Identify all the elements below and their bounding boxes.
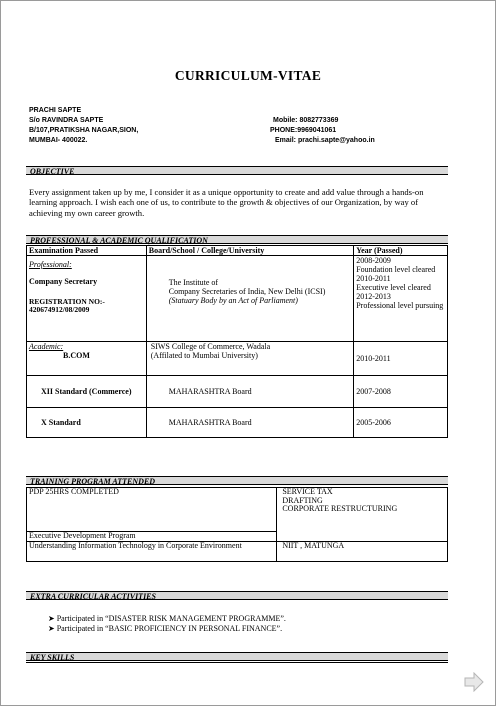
table-row [27, 256, 448, 342]
contact-right [270, 116, 375, 146]
contact-left [29, 106, 138, 146]
xii-exam-cell: XII Standard (Commerce) [27, 376, 147, 408]
board-line: The Institute of [168, 278, 219, 287]
training-edp: Executive Development Program [27, 532, 277, 542]
header-board: Board/School / College/University [146, 246, 353, 256]
table-row [27, 408, 448, 438]
training-niit: NIIT , MATUNGA [277, 541, 448, 561]
address-city: MUMBAI- 400022. [29, 137, 88, 144]
academic-exam-cell [27, 342, 147, 376]
academic-board-cell [146, 342, 353, 376]
mobile-number: Mobile: 8082773369 [273, 117, 339, 124]
table-header-row [27, 246, 448, 256]
arrow-bullet-icon: ➤ [48, 614, 55, 623]
year-line: 2008-2009 [356, 256, 391, 265]
training-pdp: PDP 25HRS COMPLETED [27, 488, 277, 532]
training-topic: DRAFTING [282, 495, 323, 505]
training-topic: CORPORATE RESTRUCTURING [282, 504, 398, 513]
professional-exam: Company Secretary [29, 277, 98, 286]
year-line: 2010-2011 [356, 274, 391, 283]
candidate-name: PRACHI SAPTE [29, 107, 82, 114]
header-exam: Examination Passed [27, 246, 147, 256]
training-topic: SERVICE TAX [282, 487, 333, 496]
academic-year-cell: 2010-2011 [354, 342, 448, 376]
section-qualification: PROFESSIONAL & ACADEMIC QUALIFICATION [26, 235, 448, 244]
training-topics [277, 488, 448, 542]
board-line: SIWS College of Commerce, Wadala [150, 342, 271, 351]
table-row [27, 488, 448, 532]
academic-exam: B.COM [63, 351, 90, 360]
table-row [27, 342, 448, 376]
professional-label: Professional: [29, 260, 72, 269]
table-row [27, 376, 448, 408]
parent-name: S/o RAVINDRA SAPTE [29, 117, 104, 124]
board-line: (Affilated to Mumbai University) [150, 351, 258, 360]
training-table [26, 487, 448, 562]
header-year: Year (Passed) [354, 246, 448, 256]
professional-board-cell [146, 256, 353, 342]
section-extra-curricular: EXTRA CURRICULAR ACTIVITIES [26, 591, 448, 600]
extra-list [48, 614, 286, 633]
list-item: ➤ Participated in “BASIC PROFICIENCY IN PERSONAL FINANCE”. [48, 623, 283, 633]
academic-label: Academic: [29, 342, 64, 351]
next-arrow-icon[interactable] [463, 672, 485, 692]
professional-year-cell [354, 256, 448, 342]
address-line: B/107,PRATIKSHA NAGAR,SION, [29, 127, 139, 134]
qualification-table [26, 245, 448, 438]
xii-board-cell: MAHARASHTRA Board [146, 376, 353, 408]
page-title: CURRICULUM-VITAE [174, 68, 322, 83]
x-board-cell: MAHARASHTRA Board [146, 408, 353, 438]
year-line: Professional level pursuing [356, 301, 444, 310]
section-key-skills: KEY SKILLS [26, 652, 448, 661]
email-address: Email: prachi.sapte@yahoo.in [275, 137, 375, 144]
year-line: Executive level cleared [356, 283, 431, 292]
x-year-cell: 2005-2006 [354, 408, 448, 438]
professional-exam-cell [27, 256, 147, 342]
objective-text: Every assignment taken up by me, I consider it as a unique opportunity to create and add value through a hands-on learning approach. I wish each one of us, to contribute to the growth & objectives of our Organization, by way of achieving my own career growth. [29, 187, 424, 218]
registration-number: REGISTRATION NO:- 420674912/08/2009 [29, 297, 105, 314]
training-it: Understanding Information Technology in Corporate Environment [27, 541, 277, 561]
board-note: (Statuary Body by an Act of Parliament) [168, 296, 298, 305]
section-objective: OBJECTIVE [26, 166, 448, 175]
xii-year-cell: 2007-2008 [354, 376, 448, 408]
list-item: ➤ Participated in “DISASTER RISK MANAGEMENT PROGRAMME”. [48, 614, 286, 623]
arrow-bullet-icon: ➤ [48, 623, 55, 633]
year-line: 2012-2013 [356, 292, 391, 301]
phone-number: PHONE:9969041061 [270, 127, 337, 134]
year-line: Foundation level cleared [356, 265, 436, 274]
divider [26, 662, 448, 663]
section-training: TRAINING PROGRAM ATTENDED [26, 476, 448, 485]
x-exam-cell: X Standard [27, 408, 147, 438]
board-line: Company Secretaries of India, New Delhi (ICSI) [168, 287, 326, 296]
table-row [27, 541, 448, 561]
